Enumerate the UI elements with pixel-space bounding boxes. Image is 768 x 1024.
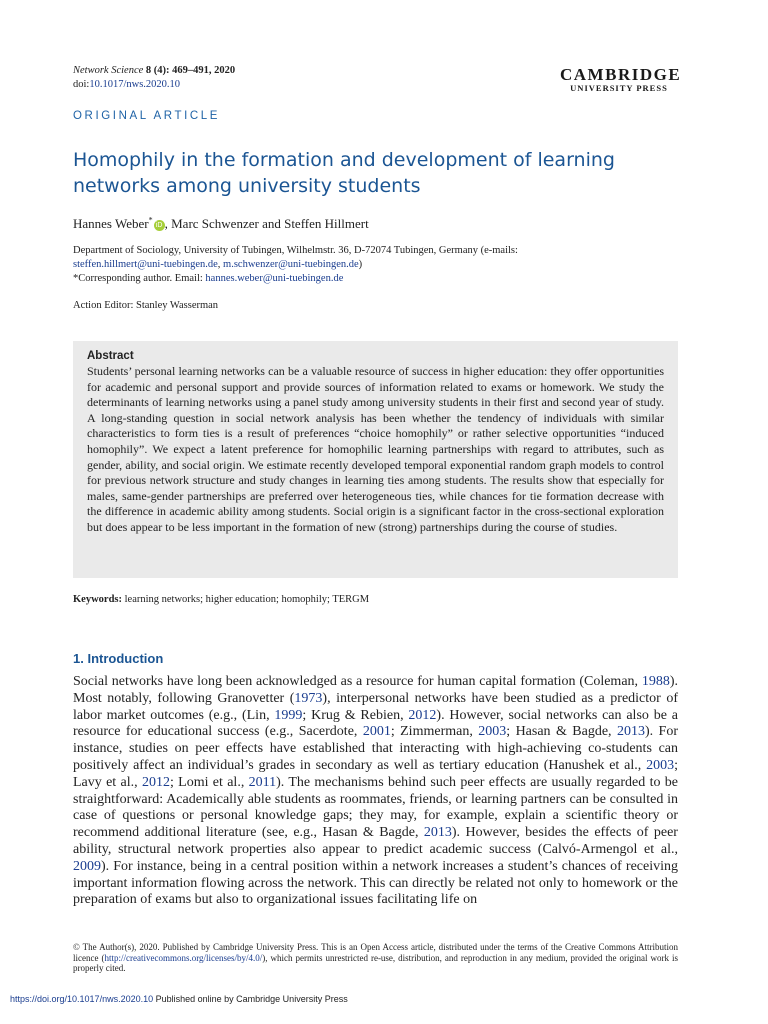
- journal-info: [73, 64, 235, 92]
- citation-link[interactable]: 2009: [73, 858, 101, 874]
- license-link[interactable]: http://creativecommons.org/licenses/by/4.0/: [104, 952, 263, 963]
- cambridge-logo: [560, 65, 682, 93]
- section-heading-introduction: 1. Introduction: [73, 651, 164, 666]
- license-text: ), which permits unrestricted re-use, distribution, and reproduction in any medium, provided the original work is properly cited.: [73, 952, 678, 973]
- keywords-label: Keywords:: [73, 594, 122, 605]
- license-text: © The Author(s), 2020. Published by Cambridge University Press. This is an Open Access article, distributed under the terms of the Creative Commons Attribution licence (: [73, 942, 678, 963]
- doi-prefix: doi:: [73, 79, 90, 90]
- logo-line-2: UNIVERSITY PRESS: [570, 83, 668, 93]
- intro-text: ), interpersonal networks have been studied as a predictor of labor market outcomes (e.g., (Lin,: [73, 690, 678, 723]
- citation-link[interactable]: 2003: [646, 757, 675, 773]
- author-first: Hannes Weber: [73, 216, 149, 231]
- article-type-label: ORIGINAL ARTICLE: [73, 110, 221, 122]
- citation-link[interactable]: 1988: [641, 674, 670, 689]
- citation-link[interactable]: 2011: [248, 774, 277, 790]
- keywords: [73, 594, 369, 605]
- keywords-text: learning networks; higher education; homophily; TERGM: [122, 594, 370, 605]
- intro-text: ). The mechanisms behind such peer effects are usually regarded to be straightforward: Academically able students as roommates, friends, or learning partners can be consulted in case of questions or personal knowledge gaps; they may, for example, explain a scientific theory or recommend additional literature (see, e.g., Hasan & Bagde,: [73, 774, 678, 841]
- citation-link[interactable]: 2012: [408, 707, 437, 723]
- corresponding-star: *: [148, 215, 153, 225]
- affiliation: [73, 244, 693, 286]
- article-title: Homophily in the formation and development of learning networks among university students: [73, 149, 615, 197]
- page-footer: [10, 994, 348, 1004]
- footer-doi-link[interactable]: https://doi.org/10.1017/nws.2020.10: [10, 994, 154, 1004]
- email-link-hillmert[interactable]: steffen.hillmert@uni-tuebingen.de: [73, 259, 218, 270]
- intro-text: ). However, social networks can also be a resource for educational success (e.g., Sacerdote,: [73, 707, 678, 740]
- author-rest: , Marc Schwenzer and Steffen Hillmert: [164, 216, 369, 231]
- intro-text: ; Krug & Rebien,: [302, 707, 409, 723]
- citation-link[interactable]: 2013: [616, 724, 645, 740]
- citation-link[interactable]: 2012: [141, 774, 170, 790]
- abstract-text: Students’ personal learning networks can be a valuable resource of success in higher education: they offer opportunities for academic and personal support and provide sources of information related to exams or homework. We study the determinants of learning networks using a panel study among university students in their first and second year of study. A long-standing question in social network analysis has been whether the tendency of individuals with similar characteristics to form ties is a result of preferences “choice homophily” or rather selective opportunities “induced homophily”. We expect a latent preference for homophilic learning partnerships with regard to attributes, such as gender, ability, and social origin. We estimate recently developed temporal exponential random graph models to control for previous network structure and study changes in learning ties among students. The results show that especially for males, same-gender partnerships are preferred over heterogeneous ties, while chances for tie formation decrease with the difference in academic ability among students. Social origin is a significant factor in the cross-sectional exploration but does appear to be less important in the formation of new (strong) partnerships during the course of studies.: [87, 364, 664, 534]
- abstract-heading: Abstract: [87, 350, 134, 362]
- action-editor: Action Editor: Stanley Wasserman: [73, 300, 219, 311]
- citation-link[interactable]: 2003: [478, 724, 507, 740]
- orcid-icon[interactable]: iD: [154, 220, 165, 231]
- author-list: [73, 216, 369, 232]
- email-close: ): [358, 259, 363, 270]
- email-separator: ,: [217, 259, 224, 270]
- doi-link[interactable]: 10.1017/nws.2020.10: [89, 79, 181, 90]
- email-link-schwenzer[interactable]: m.schwenzer@uni-tuebingen.de: [223, 259, 359, 270]
- citation-link[interactable]: 2001: [362, 724, 391, 740]
- intro-text: ). However, besides the effects of peer ability, structural network properties also appear to predict academic success (Calvó-Armengol et al.,: [73, 825, 678, 857]
- intro-text: ; Lomi et al.,: [169, 774, 249, 790]
- intro-text: ; Zimmerman,: [390, 724, 479, 740]
- introduction-paragraph: [73, 674, 678, 909]
- logo-line-1: CAMBRIDGE: [560, 65, 682, 84]
- email-link-weber[interactable]: hannes.weber@uni-tuebingen.de: [205, 273, 344, 284]
- citation-link[interactable]: 2013: [423, 825, 452, 841]
- intro-text: ; Hasan & Bagde,: [506, 724, 617, 740]
- corresponding-label: *Corresponding author. Email:: [73, 273, 206, 284]
- journal-name: Network Science: [73, 65, 144, 76]
- intro-text: ). Most notably, following Granovetter (: [73, 674, 678, 706]
- intro-text: ; Lavy et al.,: [73, 757, 678, 790]
- affiliation-line: Department of Sociology, University of Tubingen, Wilhelmstr. 36, D-72074 Tubingen, Germany (e-mails:: [73, 245, 518, 256]
- abstract-box: [73, 341, 678, 578]
- footer-published: Published online by Cambridge University Press: [153, 994, 348, 1004]
- license-notice: [73, 942, 678, 974]
- citation-link[interactable]: 1999: [274, 707, 303, 723]
- journal-volume: 8 (4): 469–491, 2020: [145, 65, 236, 76]
- citation-link[interactable]: 1973: [294, 690, 323, 706]
- intro-text: ). For instance, being in a central position within a network increases a student’s chances of receiving important information flowing across the network. This can directly be related not only to homework or the preparation of exams but also to organizational issues facilitating life on: [73, 858, 678, 908]
- intro-text: ). For instance, studies on peer effects have established that interacting with high-achieving co-students can positively affect an individual’s grades in secondary as well as tertiary education (Hanushek et al.,: [73, 724, 678, 773]
- intro-text: Social networks have long been acknowledged as a resource for human capital formation (Coleman,: [73, 674, 642, 689]
